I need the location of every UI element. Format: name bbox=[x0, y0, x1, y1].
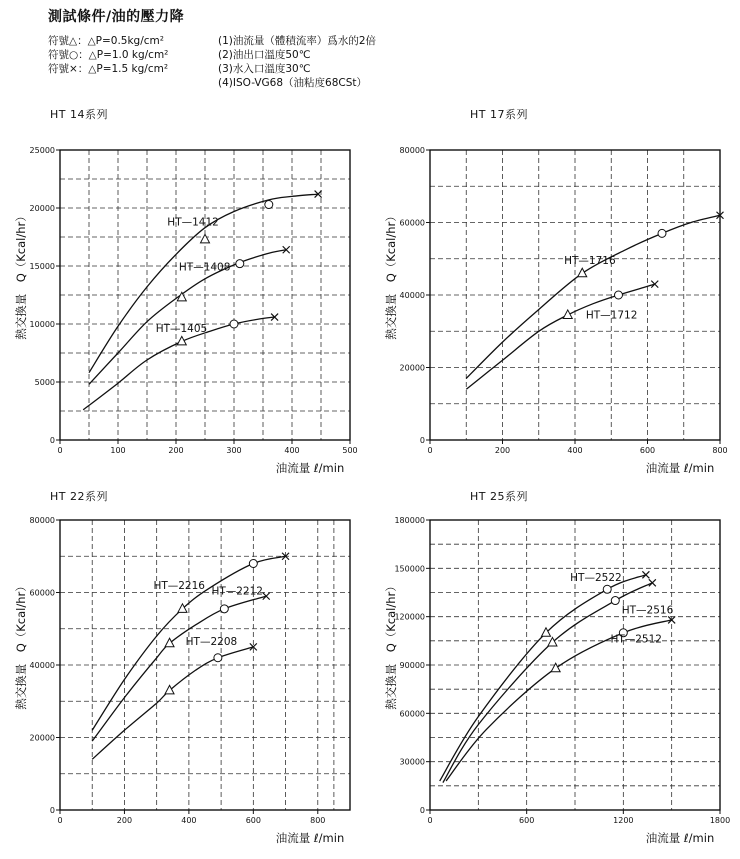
series-label: HT—2216 bbox=[153, 579, 205, 592]
chart-ht17 bbox=[370, 140, 740, 480]
series-label: HT—2212 bbox=[211, 585, 263, 598]
x-tick-label: 0 bbox=[57, 446, 63, 455]
triangle-marker bbox=[165, 685, 174, 694]
series-label: HT—2522 bbox=[570, 572, 622, 585]
x-tick-label: 600 bbox=[639, 446, 656, 455]
x-axis-label: 油流量 ℓ/min bbox=[275, 461, 345, 475]
page-title: 測試條件/油的壓力降 bbox=[48, 9, 185, 25]
x-tick-label: 100 bbox=[110, 446, 126, 455]
chart-ht25 bbox=[370, 510, 740, 850]
y-tick-label: 0 bbox=[419, 806, 425, 815]
cross-marker bbox=[642, 571, 649, 578]
series-label: HT—1716 bbox=[564, 255, 616, 268]
y-tick-label: 5000 bbox=[34, 378, 55, 387]
x-tick-label: 1800 bbox=[709, 816, 731, 825]
series-label: HT—1712 bbox=[585, 309, 638, 322]
x-tick-label: 800 bbox=[712, 446, 728, 455]
triangle-marker bbox=[201, 234, 210, 243]
y-tick-label: 90000 bbox=[399, 661, 425, 670]
circle-marker bbox=[658, 229, 666, 237]
x-tick-label: 400 bbox=[181, 816, 197, 825]
marker-legend bbox=[48, 34, 168, 76]
x-axis-label: 油流量 ℓ/min bbox=[645, 461, 715, 475]
x-axis-label: 油流量 ℓ/min bbox=[645, 831, 715, 845]
y-tick-label: 120000 bbox=[394, 612, 425, 622]
x-tick-label: 0 bbox=[57, 816, 63, 825]
chart-title-ht17: HT 17系列 bbox=[470, 108, 528, 121]
y-axis-label: 熱交換量 Q（Kcal/hr） bbox=[14, 210, 28, 340]
x-tick-label: 400 bbox=[284, 446, 300, 455]
y-tick-label: 80000 bbox=[29, 516, 55, 525]
x-tick-label: 500 bbox=[342, 446, 358, 455]
circle-marker bbox=[611, 597, 619, 605]
test-conditions bbox=[218, 34, 376, 90]
x-tick-label: 0 bbox=[427, 816, 433, 825]
series-label: HT—2208 bbox=[185, 636, 238, 649]
cross-marker bbox=[649, 579, 656, 586]
y-tick-label: 10000 bbox=[29, 320, 55, 329]
triangle-marker bbox=[578, 268, 587, 277]
legend-circle: 符號○：△P=1.0 kg/cm² bbox=[48, 49, 169, 61]
circle-marker bbox=[214, 654, 222, 662]
y-tick-label: 60000 bbox=[399, 709, 425, 719]
series-label: HT—1405 bbox=[155, 323, 208, 336]
y-tick-label: 20000 bbox=[29, 204, 55, 213]
x-tick-label: 200 bbox=[168, 446, 184, 455]
chart-ht22 bbox=[0, 510, 370, 850]
x-tick-label: 1200 bbox=[613, 816, 634, 825]
y-axis-label: 熱交換量 Q（Kcal/hr） bbox=[384, 580, 398, 710]
chart-title-ht22: HT 22系列 bbox=[50, 490, 108, 503]
y-tick-label: 80000 bbox=[399, 146, 425, 155]
series-line bbox=[466, 284, 655, 389]
condition-note: (3)水入口溫度30℃ bbox=[218, 63, 311, 75]
series-line bbox=[92, 647, 253, 759]
cross-marker bbox=[651, 281, 658, 288]
triangle-marker bbox=[178, 604, 187, 613]
chart-ht14 bbox=[0, 140, 370, 480]
y-tick-label: 60000 bbox=[29, 588, 55, 598]
circle-marker bbox=[220, 605, 228, 613]
x-tick-label: 0 bbox=[427, 446, 433, 455]
x-tick-label: 600 bbox=[519, 816, 535, 825]
triangle-marker bbox=[563, 310, 572, 319]
x-tick-label: 300 bbox=[226, 446, 242, 455]
x-tick-label: 400 bbox=[567, 446, 583, 455]
triangle-marker bbox=[165, 638, 174, 647]
x-tick-label: 600 bbox=[245, 816, 261, 825]
circle-marker bbox=[603, 585, 611, 593]
circle-marker bbox=[236, 260, 244, 268]
x-tick-label: 200 bbox=[116, 816, 133, 825]
condition-note: (1)油流量（體積流率）爲水的2倍 bbox=[218, 35, 377, 47]
y-tick-label: 15000 bbox=[29, 262, 55, 271]
series-label: HT—1412 bbox=[167, 216, 219, 229]
y-tick-label: 0 bbox=[49, 806, 55, 815]
y-tick-label: 180000 bbox=[394, 516, 425, 525]
triangle-marker bbox=[551, 663, 560, 672]
chart-title-ht25: HT 25系列 bbox=[470, 490, 528, 503]
circle-marker bbox=[249, 560, 257, 568]
y-tick-label: 25000 bbox=[29, 146, 55, 155]
y-tick-label: 20000 bbox=[399, 363, 425, 373]
legend-triangle: 符號△：△P=0.5kg/cm² bbox=[48, 35, 164, 47]
y-tick-label: 40000 bbox=[399, 291, 425, 300]
series-line bbox=[466, 215, 720, 378]
y-tick-label: 150000 bbox=[394, 564, 425, 574]
x-tick-label: 800 bbox=[310, 816, 326, 825]
condition-note: (4)ISO-VG68（油粘度68CSt） bbox=[218, 77, 368, 89]
chart-title-ht14: HT 14系列 bbox=[50, 108, 108, 121]
series-line bbox=[92, 596, 266, 741]
y-axis-label: 熱交換量 Q（Kcal/hr） bbox=[384, 210, 398, 340]
series-label: HT—1408 bbox=[178, 261, 231, 274]
circle-marker bbox=[265, 201, 273, 209]
y-tick-label: 30000 bbox=[399, 757, 425, 767]
y-tick-label: 0 bbox=[419, 436, 425, 445]
y-tick-label: 60000 bbox=[399, 218, 425, 228]
legend-cross: 符號×：△P=1.5 kg/cm² bbox=[48, 63, 169, 75]
series-label: HT—2512 bbox=[610, 633, 662, 646]
y-tick-label: 40000 bbox=[29, 661, 55, 670]
y-tick-label: 0 bbox=[49, 436, 55, 445]
condition-note: (2)油出口溫度50℃ bbox=[218, 49, 311, 61]
y-axis-label: 熱交換量 Q（Kcal/hr） bbox=[14, 580, 28, 710]
x-axis-label: 油流量 ℓ/min bbox=[275, 831, 345, 845]
circle-marker bbox=[615, 291, 623, 299]
y-tick-label: 20000 bbox=[29, 733, 55, 743]
x-tick-label: 200 bbox=[494, 446, 511, 455]
circle-marker bbox=[230, 320, 238, 328]
triangle-marker bbox=[548, 637, 557, 646]
series-label: HT—2516 bbox=[621, 604, 674, 617]
